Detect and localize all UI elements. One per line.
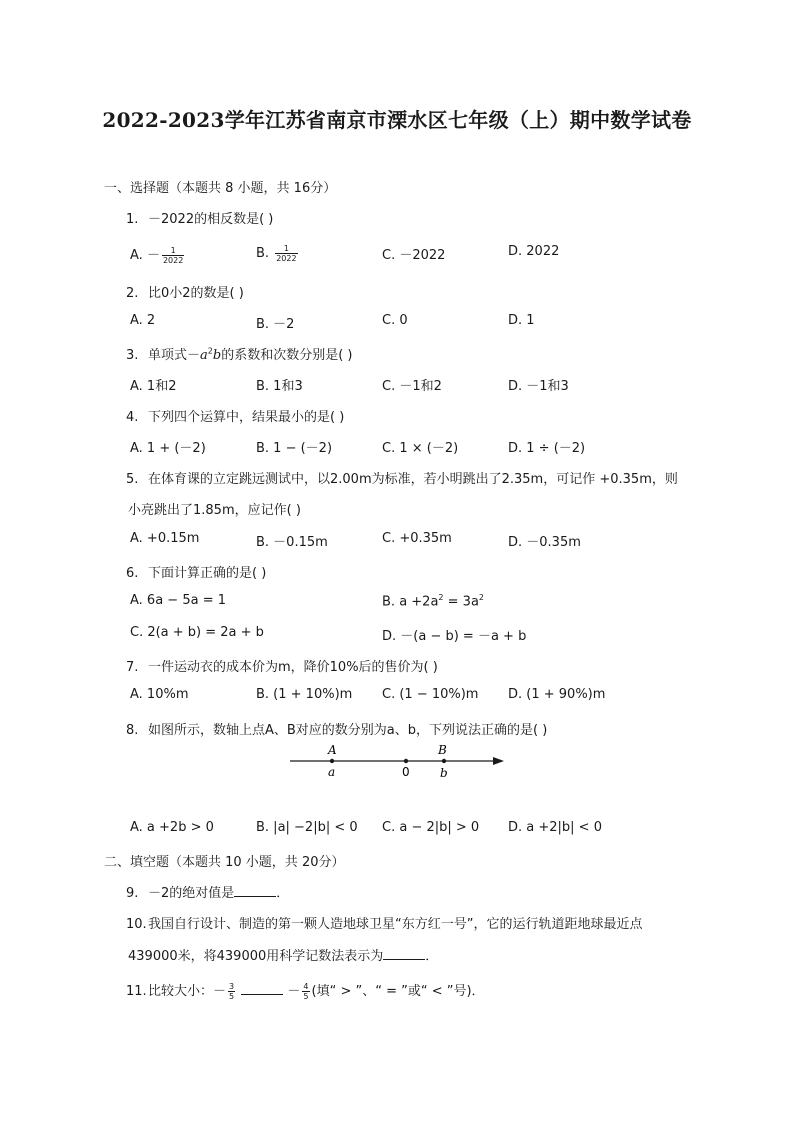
fraction: $\frac{3}{5}$ [229,982,235,1001]
q1-option-c: C. －2022 [382,248,446,263]
question-10-text: 我国自行设计、制造的第一颗人造地球卫星“东方红一号”，它的运行轨道距地球最近点 [148,917,643,932]
fraction: $\frac{1}{2022}$ [276,244,297,263]
fraction: $\frac{4}{5}$ [303,982,309,1001]
answer-blank [241,982,283,995]
question-2: 2. 比0小2的数是( ) [126,286,244,301]
question-10: 10.我国自行设计、制造的第一颗人造地球卫星“东方红一号”，它的运行轨道距地球最近点 [126,917,643,932]
question-7: 7. 一件运动衣的成本价为m，降价10%后的售价为( ) [126,660,438,675]
number-line-arrow [493,757,504,765]
question-1-text: －2022的相反数是( ) [148,212,274,227]
q2-option-c: C. 0 [382,313,408,328]
q6-option-d: D. －(a − b) = －a + b [382,629,527,644]
q6-option-a: A. 6a − 5a = 1 [130,593,226,608]
question-6-text: 下面计算正确的是( ) [148,566,267,581]
point-b-dot [442,759,446,763]
q3-option-a: A. 1和2 [130,379,177,394]
label-a: a [328,765,336,779]
question-4-text: 下列四个运算中，结果最小的是( ) [148,410,345,425]
label-point-b: B [438,743,447,757]
label-zero: 0 [402,765,410,779]
answer-blank [234,884,276,897]
question-5: 5. 在体育课的立定跳远测试中，以2.00m为标准，若小明跳出了2.35m，可记作 +0.35m，则 [126,472,678,487]
fraction: $\frac{1}{2022}$ [162,246,184,265]
q3-option-d: D. －1和3 [508,379,569,394]
question-2-text: 比0小2的数是( ) [148,286,244,301]
q6-option-b: B. $a +2a^2 = 3a^2$ [382,593,485,610]
label-b: b [440,766,448,780]
q1-option-a: A. － $\frac{1}{2022}$ [130,246,184,265]
question-9: 9. －2的绝对值是 ． [126,886,290,901]
q1-option-d: D. 2022 [508,244,560,259]
q8-option-d: D. a +2|b| < 0 [508,820,602,835]
section-heading-choice: 一、选择题（本题共 8 小题，共 16分） [104,181,337,196]
question-3: 3. 单项式$-a^2b$的系数和次数分别是( ) [126,346,353,363]
q2-option-a: A. 2 [130,313,156,328]
q4-option-d: D. 1 ÷ (－2) [508,441,586,456]
q7-option-b: B. (1 + 10%)m [256,687,353,702]
question-10-continued: 439000米，将439000用科学记数法表示为 ． [128,949,439,964]
q4-option-c: C. 1 × (－2) [382,441,459,456]
q3-option-c: C. －1和2 [382,379,442,394]
question-8-text: 如图所示，数轴上点A、B对应的数分别为a、b，下列说法正确的是( ) [148,723,548,738]
section-heading-fill: 二、填空题（本题共 10 小题，共 20分） [104,855,345,870]
answer-blank [383,947,425,960]
q5-option-c: C. +0.35m [382,531,452,546]
point-a-dot [330,759,334,763]
q2-option-b: B. －2 [256,317,295,332]
q2-option-d: D. 1 [508,313,535,328]
question-5-continued: 小亮跳出了1.85m，应记作( ) [128,503,301,518]
label-point-a: A [328,743,337,757]
number-line-figure [286,740,516,784]
q5-option-b: B. －0.15m [256,535,328,550]
q8-option-a: A. a +2b > 0 [130,820,214,835]
question-7-text: 一件运动衣的成本价为m，降价10%后的售价为( ) [148,660,438,675]
q7-option-c: C. (1 − 10%)m [382,687,479,702]
q4-option-b: B. 1 − (－2) [256,441,333,456]
question-8: 8. 如图所示，数轴上点A、B对应的数分别为a、b，下列说法正确的是( ) [126,723,548,738]
page-title: 2022-2023学年江苏省南京市溧水区七年级（上）期中数学试卷 [102,108,692,132]
question-11: 11.比较大小：－ $\frac{3}{5}$ － $\frac{4}{5}$ (填“ > ”、“ = ”或“ < ”号)． [126,982,485,1001]
question-4: 4. 下列四个运算中，结果最小的是( ) [126,410,345,425]
q3-option-b: B. 1和3 [256,379,303,394]
q8-option-b: B. |a| −2|b| < 0 [256,820,358,835]
q1-option-b: B. $\frac{1}{2022}$ [256,244,297,263]
q5-option-d: D. －0.35m [508,535,581,550]
q7-option-a: A. 10%m [130,687,189,702]
question-1: 1. －2022的相反数是( ) [126,212,274,227]
q6-option-c: C. 2(a + b) = 2a + b [130,625,264,640]
q4-option-a: A. 1 + (－2) [130,441,206,456]
q7-option-d: D. (1 + 90%)m [508,687,606,702]
q8-option-c: C. a − 2|b| > 0 [382,820,480,835]
question-5-text: 在体育课的立定跳远测试中，以2.00m为标准，若小明跳出了2.35m，可记作 +0.35m，则 [148,472,678,487]
q5-option-a: A. +0.15m [130,531,200,546]
question-6: 6. 下面计算正确的是( ) [126,566,267,581]
point-zero-dot [404,759,408,763]
